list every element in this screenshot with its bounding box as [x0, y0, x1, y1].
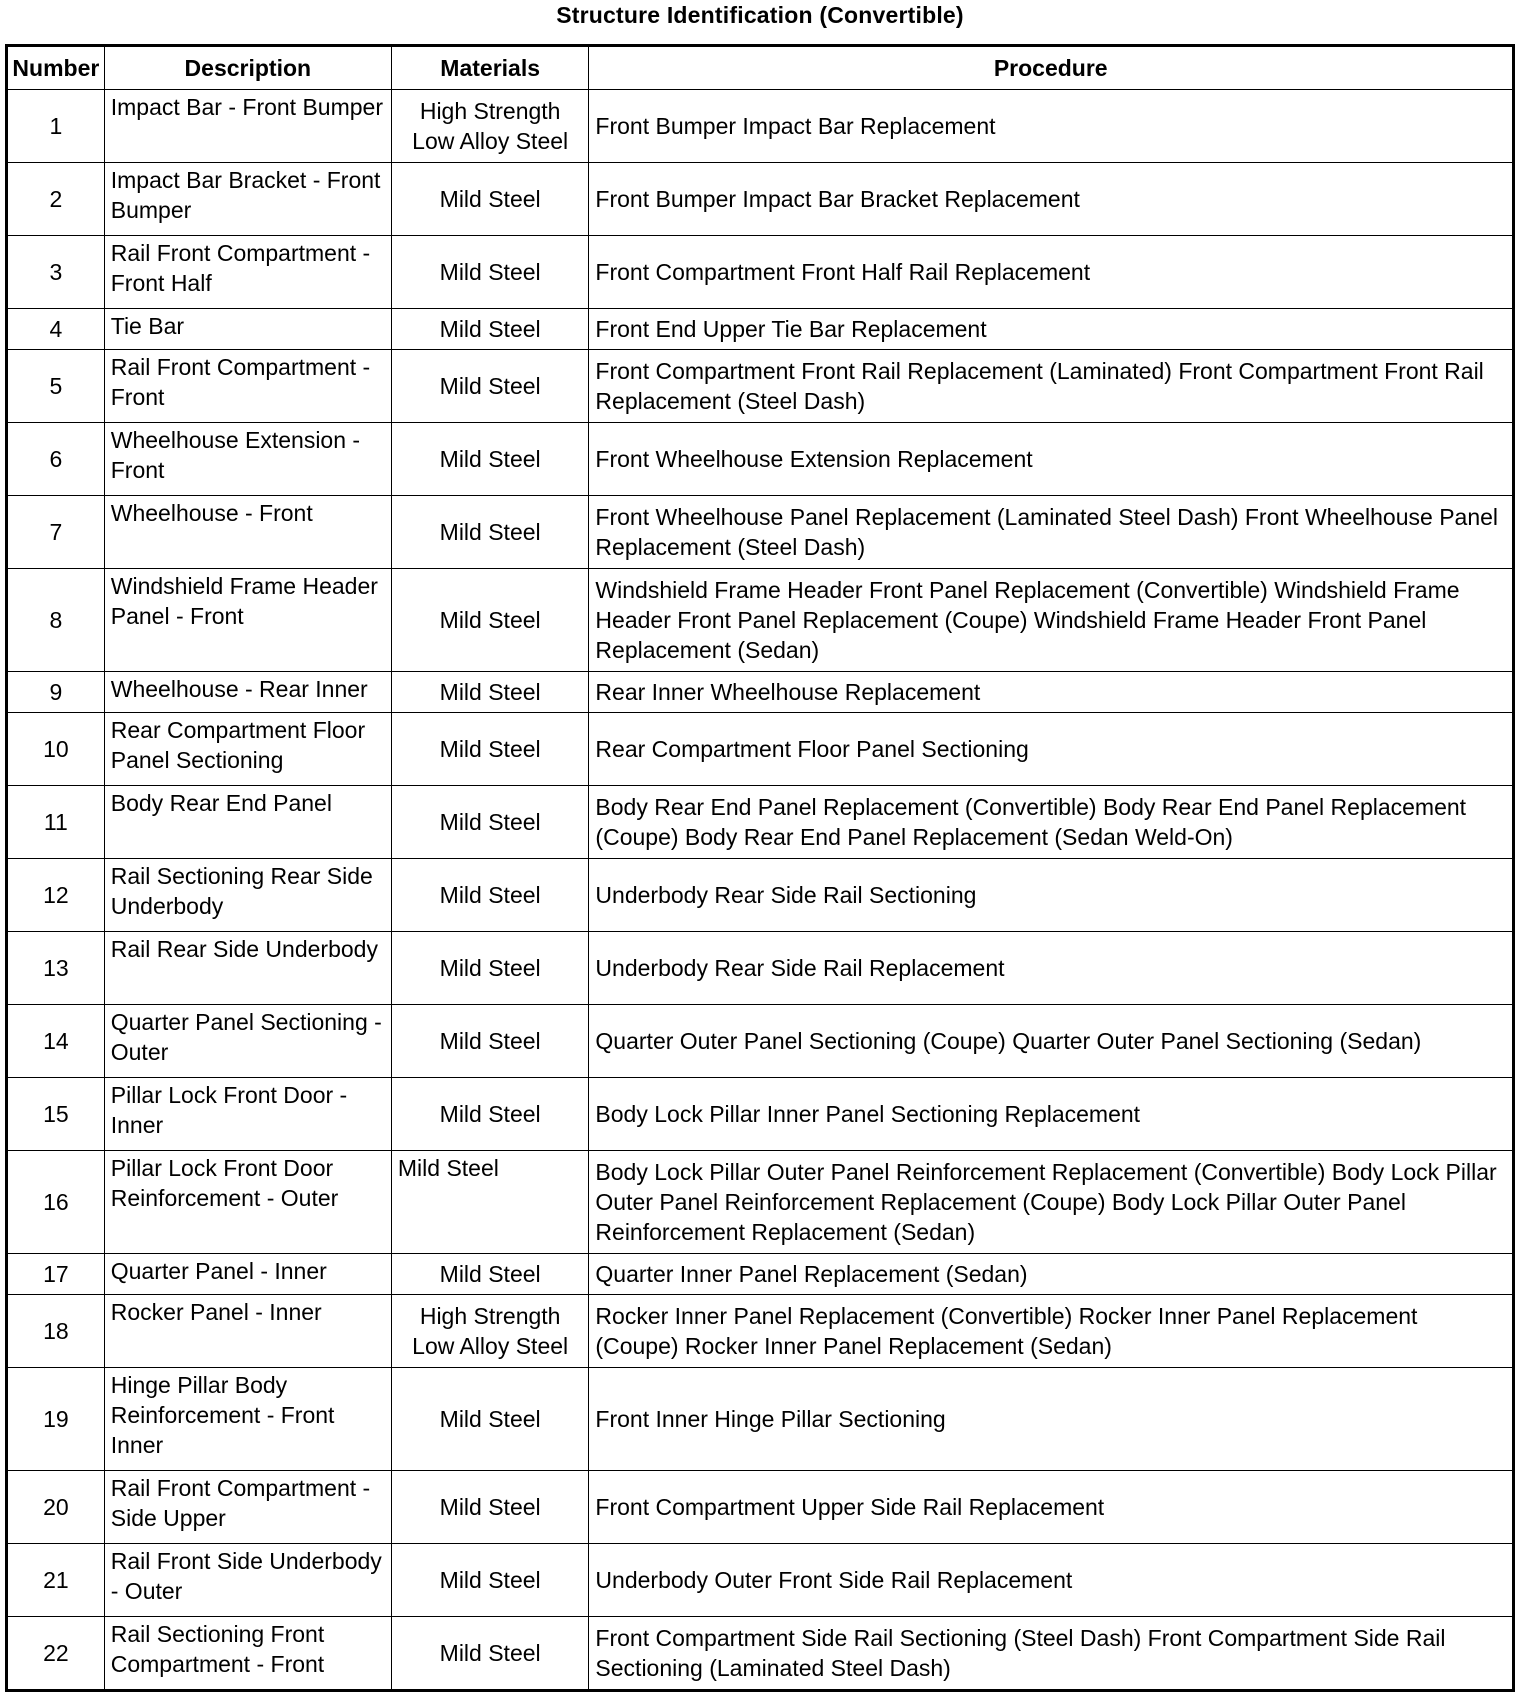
row-description: Quarter Panel - Inner: [104, 1254, 391, 1295]
table-row: [7, 1295, 1514, 1368]
row-description: Rail Front Compartment - Front: [104, 350, 391, 423]
row-materials: Mild Steel: [391, 932, 589, 1005]
row-number: 8: [7, 569, 105, 672]
row-description: Wheelhouse - Rear Inner: [104, 672, 391, 713]
table-row: [7, 423, 1514, 496]
row-number: 17: [7, 1254, 105, 1295]
row-number: 10: [7, 713, 105, 786]
structure-table: [5, 44, 1515, 1692]
row-materials: Mild Steel: [391, 713, 589, 786]
table-row: [7, 1078, 1514, 1151]
row-description: Hinge Pillar Body Reinforcement - Front Inner: [104, 1368, 391, 1471]
row-description: Rocker Panel - Inner: [104, 1295, 391, 1368]
row-procedure: Front Wheelhouse Extension Replacement: [589, 423, 1514, 496]
table-row: [7, 1368, 1514, 1471]
row-procedure: Quarter Outer Panel Sectioning (Coupe) Quarter Outer Panel Sectioning (Sedan): [589, 1005, 1514, 1078]
table-row: [7, 1617, 1514, 1691]
header-number: Number: [7, 46, 105, 90]
row-materials: Mild Steel: [391, 236, 589, 309]
row-materials: Mild Steel: [391, 1151, 589, 1254]
row-number: 22: [7, 1617, 105, 1691]
row-procedure: Quarter Inner Panel Replacement (Sedan): [589, 1254, 1514, 1295]
row-number: 9: [7, 672, 105, 713]
table-row: [7, 932, 1514, 1005]
row-number: 13: [7, 932, 105, 1005]
row-number: 20: [7, 1471, 105, 1544]
row-number: 11: [7, 786, 105, 859]
row-materials: Mild Steel: [391, 569, 589, 672]
row-number: 16: [7, 1151, 105, 1254]
table-row: [7, 1544, 1514, 1617]
row-procedure: Underbody Outer Front Side Rail Replacement: [589, 1544, 1514, 1617]
row-procedure: Front Bumper Impact Bar Replacement: [589, 90, 1514, 163]
row-number: 3: [7, 236, 105, 309]
table-row: [7, 1254, 1514, 1295]
row-procedure: Front Compartment Side Rail Sectioning (Steel Dash) Front Compartment Side Rail Sectioning (Laminated Steel Dash): [589, 1617, 1514, 1691]
row-materials: High Strength Low Alloy Steel: [391, 90, 589, 163]
row-materials: Mild Steel: [391, 309, 589, 350]
row-procedure: Front Compartment Front Half Rail Replacement: [589, 236, 1514, 309]
row-procedure: Body Lock Pillar Outer Panel Reinforcement Replacement (Convertible) Body Lock Pillar Outer Panel Reinforcement Replacement (Coupe) Body Lock Pillar Outer Panel Reinforcement Replacement (Sedan): [589, 1151, 1514, 1254]
row-number: 21: [7, 1544, 105, 1617]
row-description: Wheelhouse Extension - Front: [104, 423, 391, 496]
row-description: Rail Front Compartment - Front Half: [104, 236, 391, 309]
row-number: 4: [7, 309, 105, 350]
row-number: 2: [7, 163, 105, 236]
row-number: 12: [7, 859, 105, 932]
table-row: [7, 713, 1514, 786]
table-row: [7, 350, 1514, 423]
row-procedure: Front Wheelhouse Panel Replacement (Laminated Steel Dash) Front Wheelhouse Panel Replacement (Steel Dash): [589, 496, 1514, 569]
table-row: [7, 1005, 1514, 1078]
row-description: Body Rear End Panel: [104, 786, 391, 859]
row-number: 15: [7, 1078, 105, 1151]
row-materials: Mild Steel: [391, 163, 589, 236]
row-number: 7: [7, 496, 105, 569]
table-row: [7, 236, 1514, 309]
row-procedure: Body Rear End Panel Replacement (Convertible) Body Rear End Panel Replacement (Coupe) Body Rear End Panel Replacement (Sedan Weld-On): [589, 786, 1514, 859]
row-number: 19: [7, 1368, 105, 1471]
row-description: Rail Sectioning Rear Side Underbody: [104, 859, 391, 932]
row-description: Wheelhouse - Front: [104, 496, 391, 569]
row-materials: Mild Steel: [391, 1544, 589, 1617]
row-procedure: Front Bumper Impact Bar Bracket Replacement: [589, 163, 1514, 236]
row-materials: Mild Steel: [391, 1005, 589, 1078]
table-row: [7, 309, 1514, 350]
table-row: [7, 859, 1514, 932]
row-description: Tie Bar: [104, 309, 391, 350]
table-row: [7, 786, 1514, 859]
row-materials: Mild Steel: [391, 423, 589, 496]
row-procedure: Underbody Rear Side Rail Replacement: [589, 932, 1514, 1005]
table-row: [7, 1471, 1514, 1544]
row-number: 6: [7, 423, 105, 496]
row-materials: Mild Steel: [391, 672, 589, 713]
page-title: Structure Identification (Convertible): [556, 2, 964, 28]
row-procedure: Front Compartment Front Rail Replacement (Laminated) Front Compartment Front Rail Replacement (Steel Dash): [589, 350, 1514, 423]
row-description: Rear Compartment Floor Panel Sectioning: [104, 713, 391, 786]
row-materials: Mild Steel: [391, 1254, 589, 1295]
row-materials: Mild Steel: [391, 1471, 589, 1544]
row-materials: Mild Steel: [391, 496, 589, 569]
row-materials: Mild Steel: [391, 350, 589, 423]
row-materials: Mild Steel: [391, 786, 589, 859]
header-description: Description: [104, 46, 391, 90]
row-description: Rail Front Side Underbody - Outer: [104, 1544, 391, 1617]
row-materials: High Strength Low Alloy Steel: [391, 1295, 589, 1368]
row-procedure: Rocker Inner Panel Replacement (Convertible) Rocker Inner Panel Replacement (Coupe) Rocker Inner Panel Replacement (Sedan): [589, 1295, 1514, 1368]
row-procedure: Windshield Frame Header Front Panel Replacement (Convertible) Windshield Frame Header Front Panel Replacement (Coupe) Windshield Frame Header Front Panel Replacement (Sedan): [589, 569, 1514, 672]
row-procedure: Rear Compartment Floor Panel Sectioning: [589, 713, 1514, 786]
row-description: Rail Front Compartment - Side Upper: [104, 1471, 391, 1544]
row-description: Impact Bar Bracket - Front Bumper: [104, 163, 391, 236]
row-materials: Mild Steel: [391, 1078, 589, 1151]
row-description: Quarter Panel Sectioning - Outer: [104, 1005, 391, 1078]
row-procedure: Front End Upper Tie Bar Replacement: [589, 309, 1514, 350]
row-procedure: Body Lock Pillar Inner Panel Sectioning Replacement: [589, 1078, 1514, 1151]
table-row: [7, 90, 1514, 163]
row-number: 18: [7, 1295, 105, 1368]
table-row: [7, 569, 1514, 672]
header-row: [7, 46, 1514, 90]
row-description: Rail Rear Side Underbody: [104, 932, 391, 1005]
row-procedure: Front Compartment Upper Side Rail Replacement: [589, 1471, 1514, 1544]
row-number: 1: [7, 90, 105, 163]
row-description: Windshield Frame Header Panel - Front: [104, 569, 391, 672]
header-procedure: Procedure: [589, 46, 1514, 90]
header-materials: Materials: [391, 46, 589, 90]
row-description: Impact Bar - Front Bumper: [104, 90, 391, 163]
row-materials: Mild Steel: [391, 859, 589, 932]
row-materials: Mild Steel: [391, 1368, 589, 1471]
row-description: Pillar Lock Front Door Reinforcement - Outer: [104, 1151, 391, 1254]
row-description: Pillar Lock Front Door - Inner: [104, 1078, 391, 1151]
row-number: 5: [7, 350, 105, 423]
row-procedure: Rear Inner Wheelhouse Replacement: [589, 672, 1514, 713]
table-row: [7, 163, 1514, 236]
row-number: 14: [7, 1005, 105, 1078]
table-row: [7, 672, 1514, 713]
row-description: Rail Sectioning Front Compartment - Front: [104, 1617, 391, 1691]
table-row: [7, 496, 1514, 569]
row-materials: Mild Steel: [391, 1617, 589, 1691]
row-procedure: Front Inner Hinge Pillar Sectioning: [589, 1368, 1514, 1471]
table-row: [7, 1151, 1514, 1254]
row-procedure: Underbody Rear Side Rail Sectioning: [589, 859, 1514, 932]
